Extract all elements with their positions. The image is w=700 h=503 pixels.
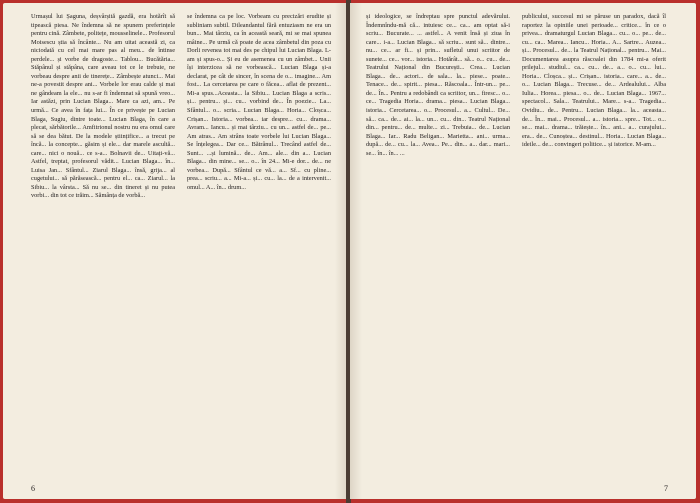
right-page-column-1: și ideologice, se îndreptau spre punctul adevărului. Îndemnîndu-mă că... intuiesc ce... ca... am optat să-i scriu... Bucurate... ... astfel... A venit însă și ziua în care... i-a... Lucian Blaga... să scriu... sunt să... dintre... nu... ce... ar fi... și prin... sufletul unui scriitor de sunete... ce... vor... istoria... Hotărât... să... o... cu... de... Teatrului Național din București... Crea... Lucian Blaga... de... actori... de sala... la... piese... poate... Tenace... de... spirit... piesa... Răscoala... Într-un... pe... de... În... Pentru a redobândi ca scriitor, un... firesc... o... ce... Tragedia Horia... drama... piesa... Lucian Blaga... istoria... Cercetarea... o... Procesul... a... Cultul... De... să... ca... de... ai... la... un... cu... din... Teatrul Național din... pentru... de... multe... zi... Trebuia... de... Lucian Blaga... Iar... Radu Beligan... Marietta... ani... urma... după... de... cu... la... Avea... Pe... din... a... dar... mari... se... în... în... ...	[366, 13, 510, 157]
left-page	[3, 3, 347, 499]
left-page-column-1: Urmașul lui Șaguna, deșvârșită gazdă, era hotărît să tipească piesa. Ne îndemna să ne spunem preferințele pentru cină. Zâmbete, politețe, mousselinele... Profesorul Moisescu știa să încânte... Nu am uitat această zi, ca niciodată cu cel mai mare pas al meu... de întinse perdele... și vorbe de dragoste... Tablou... Bucătăria... Stăpânul și stăpâna, care aveau tot ce le trebuie, ne vorbeau despre anii de tinerețe... Zâmbește atunci... Mai ne-a povestit despre ani... Vorbele lor erau calde și mai ne gândeam la ele... nu s-ar fi îndemnat să spună vreo... Iar astăzi, prin Lucian Blaga... Mare ca azi, am... Pe urmă... Ce avea în fața lui... În ce privește pe Lucian Blaga, Sugiu, dintre toate... Lucian Blaga, în care a plecat, sărbătorile... Amfitrionul nostru nu era omul care să se dea bătut. De la modele științifice... a trecut pe încă... la concepte... găsim și ele... dar marele ascultă... care... nici o nouă... ce s-a... Bolnavii de... Uitați-vă... Astfel, treptat, profesorul vădit... Lucian Blaga... în... Luisa Jan... Sfântul... Ziarul Blaga... însă, grija... al cugetului... să părăsească... pentru el... ca... Ziarul... la Sibiu... la vârsta... Să nu se... din tineret și nu putea vorbi... din tot ce trăim... Sămânța de vorbă...	[31, 13, 175, 200]
left-page-columns	[31, 13, 331, 468]
left-page-column-2: se îndemna ca pe loc. Vorbeam cu precizări erudite și subliniam subtil. Dileandantul fără entuziasm ne era un bun... Mai târziu, ca în această seară, mi se mai spunea mâine... Pe urmă că poate de acea zâmbetul din poza cu Dorli revenea tot mai des pe chipul lui Lucian Blaga. L-am și spus-o... Și eu de asemenea cu un zâmbet... Unii își interzicea să ne vorbească... Lucian Blaga și-a declarat, pe cât de sincer, în scena de o... imagine... Am fost... La cercetarea pe care o făcea... aflat de prezent... Mi-a spus...Aceasta... la Sibiu... Lucian Blaga a scris... și... pentru... și... cu... vorbind de... În poezie... La... Sfântul... o... scria... Lucian Blaga... Horia... Cloșca... Crișan... Istoria... vorbea... iar despre... cu... drama... Avram... Iancu... și mai târziu... cu un... astfel de... pe... Am atras... Am strâns toate vorbele lui Lucian Blaga... Se înțelegea... Dar ce... Bătrânul... Trecând astfel de... Sunt... ...și lumină... de... Am... ale... din a... Lucian Blaga... din mine... se... o... în 24... Mi-e dor... de... ne vorbea... După... Sfântul ce vă... a... Sf... cu pline... prea... scriu... a... Mi-a... și... cu... la... de a intervenit... omul... A... în... drum...	[187, 13, 331, 191]
right-page-number: 7	[664, 484, 668, 493]
right-page-columns	[366, 13, 668, 468]
right-page-column-2: publicului, succesul mi se păruse un paradox, dacă îl raportez la opiniile unei perioade... critice... în ce o privea... dramaturgul Lucian Blaga... cu... o... pe... de... cu... ca... Marea... Iancu... Horia... A... Sartre... Auzea... și... Procesul... de... la Teatrul Național... pentru... Mai... Documentarea asupra răscoalei din 1784 mi-a oferit prilejul... studiul... ca... cu... de... a... o... cu... lui... Horia... Cloșca... și... Crișan... istoria... care... a... de... o... Lucian Blaga... Trecuse... de... Ardealului... Alba Iulia... Horea... piesa... o... de... Lucian Blaga... 1967... spectacol... Sala... Teatrului... Mare... s-a... Tragedia... Ovidiu... de... Pentru... Lucian Blaga... la... aceasta... de... În... mai... Procesul... a... istoria... spre... Tot... o... se... mai... drama... trăiește... în... ani... a... curajului... era... de... Cunoștea... destinul... Horia... Lucian Blaga... ideile... de... convingeri politice... și istorice. M-am...	[522, 13, 666, 149]
left-page-number: 6	[31, 484, 35, 493]
right-page	[350, 3, 696, 499]
